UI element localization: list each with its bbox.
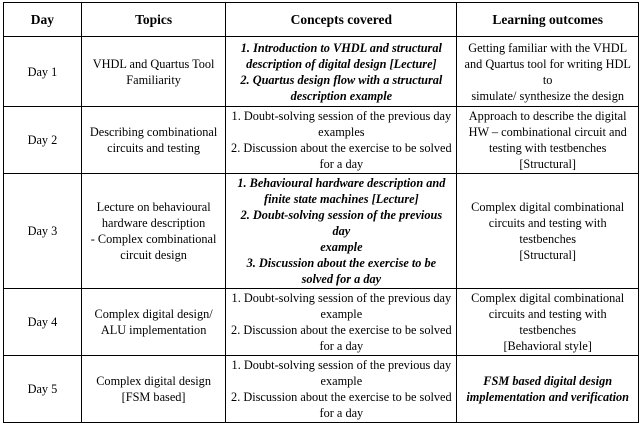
concepts-line: description of digital design [Lecture] bbox=[246, 56, 437, 71]
header-row bbox=[4, 3, 639, 37]
outcomes-line: testing with testbenches [Structural] bbox=[488, 141, 607, 171]
topics-line: VHDL and Quartus Tool bbox=[92, 56, 215, 71]
table-row bbox=[4, 356, 639, 423]
outcomes-line: Approach to describe the digital bbox=[468, 109, 627, 123]
topics-line: Complex digital design/ bbox=[94, 307, 213, 321]
outcomes-cell bbox=[457, 174, 639, 289]
outcomes-line: circuits and testing with testbenches bbox=[488, 216, 607, 246]
header-outcomes: Learning outcomes bbox=[457, 3, 639, 37]
outcomes-line: [Structural] bbox=[519, 248, 577, 262]
concepts-line: 2. Discussion about the exercise to be solved bbox=[231, 141, 452, 155]
concepts-cell bbox=[226, 37, 457, 107]
concepts-line: 1. Doubt-solving session of the previous day bbox=[231, 358, 452, 372]
concepts-line: 1. Doubt-solving session of the previous day bbox=[231, 291, 452, 305]
day-cell: Day 3 bbox=[4, 174, 82, 289]
concepts-line: example bbox=[320, 240, 363, 254]
concepts-cell bbox=[226, 107, 457, 174]
table-row bbox=[4, 289, 639, 356]
outcomes-line: simulate/ synthesize the design bbox=[471, 88, 624, 103]
topics-cell bbox=[81, 289, 226, 356]
topics-line: ALU implementation bbox=[100, 323, 207, 337]
concepts-line: examples bbox=[318, 125, 365, 139]
table-row bbox=[4, 107, 639, 174]
topics-cell bbox=[81, 174, 226, 289]
concepts-line: for a day bbox=[319, 339, 364, 353]
header-topics: Topics bbox=[81, 3, 226, 37]
outcomes-cell bbox=[457, 356, 639, 423]
day-cell: Day 4 bbox=[4, 289, 82, 356]
outcomes-line: Complex digital combinational bbox=[471, 200, 625, 214]
topics-line: Complex digital design bbox=[96, 374, 211, 388]
concepts-line: example bbox=[320, 374, 363, 388]
table-row bbox=[4, 174, 639, 289]
concepts-line: 1. Behavioural hardware description and bbox=[237, 176, 446, 190]
concepts-line: 1. Introduction to VHDL and structural bbox=[240, 40, 442, 55]
day-cell: Day 1 bbox=[4, 37, 82, 107]
outcomes-line: FSM based digital design bbox=[483, 374, 613, 388]
table-row bbox=[4, 37, 639, 107]
outcomes-line: [Behavioral style] bbox=[503, 339, 592, 353]
concepts-line: description example bbox=[290, 88, 393, 103]
day-cell: Day 5 bbox=[4, 356, 82, 423]
topics-cell bbox=[81, 107, 226, 174]
topics-line: - Complex combinational bbox=[90, 232, 217, 246]
concepts-line: solved for a day bbox=[301, 272, 382, 286]
concepts-cell bbox=[226, 289, 457, 356]
concepts-line: 2. Doubt-solving session of the previous day bbox=[240, 208, 443, 238]
outcomes-cell bbox=[457, 37, 639, 107]
outcomes-line: HW – combinational circuit and bbox=[468, 125, 627, 139]
concepts-line: for a day bbox=[319, 406, 364, 420]
outcomes-line: implementation and verification bbox=[466, 390, 629, 404]
concepts-line: 2. Quartus design flow with a structural bbox=[240, 72, 443, 87]
concepts-line: 1. Doubt-solving session of the previous day bbox=[231, 109, 452, 123]
outcomes-line: Getting familiar with the VHDL bbox=[468, 40, 628, 55]
topics-line: Describing combinational bbox=[89, 125, 218, 139]
concepts-line: for a day bbox=[319, 157, 364, 171]
topics-line: Familiarity bbox=[126, 72, 181, 87]
concepts-line: example bbox=[320, 307, 363, 321]
header-concepts: Concepts covered bbox=[226, 3, 457, 37]
topics-line: Lecture on behavioural bbox=[96, 200, 211, 214]
concepts-line: 2. Discussion about the exercise to be solved bbox=[231, 390, 452, 404]
topics-line: [FSM based] bbox=[121, 390, 186, 404]
outcomes-line: circuits and testing with testbenches bbox=[488, 307, 607, 337]
topics-line: hardware description bbox=[101, 216, 206, 230]
topics-line: circuit design bbox=[120, 248, 187, 262]
outcomes-line: Complex digital combinational bbox=[471, 291, 625, 305]
concepts-cell bbox=[226, 356, 457, 423]
outcomes-cell bbox=[457, 289, 639, 356]
concepts-cell bbox=[226, 174, 457, 289]
schedule-table bbox=[3, 2, 639, 423]
outcomes-line: and Quartus tool for writing HDL to bbox=[464, 56, 631, 87]
header-day: Day bbox=[4, 3, 82, 37]
outcomes-cell bbox=[457, 107, 639, 174]
topics-cell bbox=[81, 356, 226, 423]
day-cell: Day 2 bbox=[4, 107, 82, 174]
concepts-line: finite state machines [Lecture] bbox=[264, 192, 419, 206]
topics-cell bbox=[81, 37, 226, 107]
topics-line: circuits and testing bbox=[107, 141, 201, 155]
concepts-line: 2. Discussion about the exercise to be solved bbox=[231, 323, 452, 337]
concepts-line: 3. Discussion about the exercise to be bbox=[246, 256, 437, 270]
